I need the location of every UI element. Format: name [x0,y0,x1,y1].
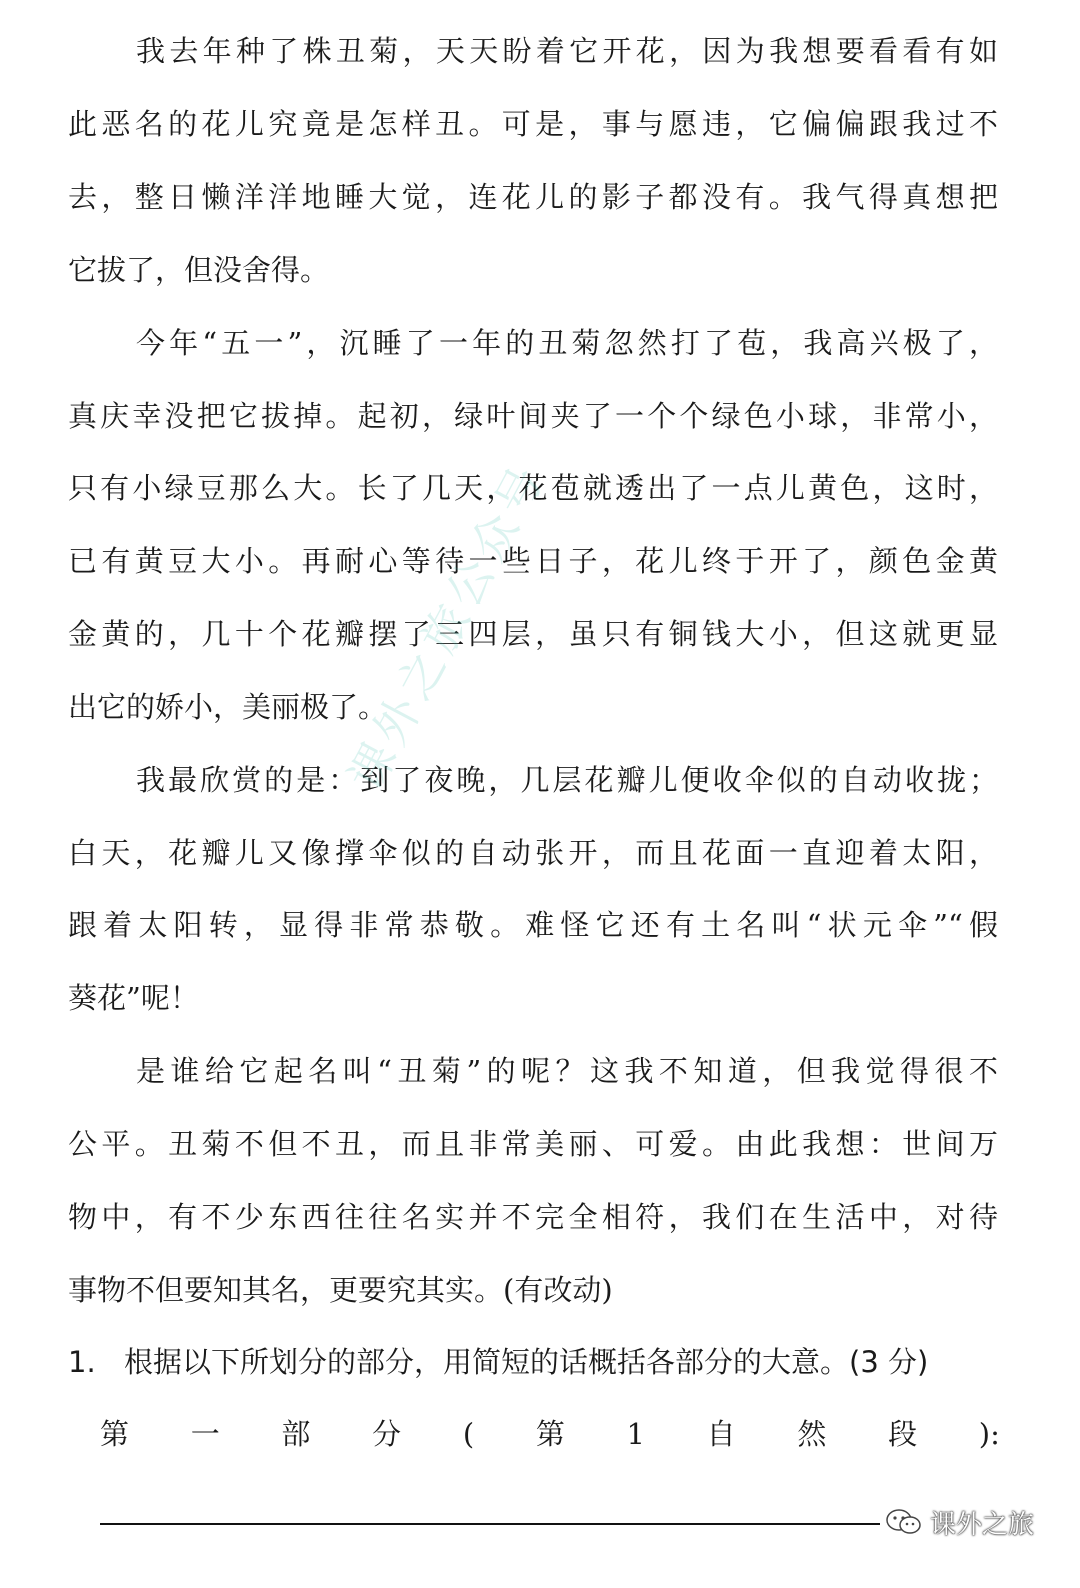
passage-line: 公平。丑菊不但不丑，而且非常美丽、可爱。由此我想：世间万 [68,1127,998,1161]
passage-line: 我去年种了株丑菊，天天盼着它开花，因为我想要看看有如 [136,34,998,68]
answer-blank-line[interactable] [100,1523,880,1525]
part-label-char: 分 [372,1417,402,1451]
question-number: 1. [68,1345,96,1379]
part-one-label [100,1412,1000,1456]
passage-line: 已有黄豆大小。再耐心等待一些日子，花儿终于开了，颜色金黄 [68,544,998,578]
question-1 [68,1340,998,1384]
passage-line: 是谁给它起名叫“丑菊”的呢？这我不知道，但我觉得很不 [136,1054,998,1088]
part-label-char: 第 [535,1417,565,1451]
part-label-char: 第 [100,1417,130,1451]
part-label-char: 然 [797,1417,827,1451]
passage-line: 它拔了，但没舍得。 [68,253,330,287]
part-label-char: 自 [706,1417,736,1451]
passage-line: 葵花”呢！ [68,981,199,1015]
question-text: 根据以下所划分的部分，用简短的话概括各部分的大意。(3 分) [124,1345,929,1379]
brand-name: 课外之旅 [929,1509,1034,1540]
passage-line: 白天，花瓣儿又像撑伞似的自动张开，而且花面一直迎着太阳， [68,836,998,870]
part-label-char: 部 [281,1417,311,1451]
part-label-char: 一 [190,1417,220,1451]
passage-line: 物中，有不少东西往往名实并不完全相符，我们在生活中，对待 [68,1200,998,1234]
watermark-text: 课外之旅公众号 [337,452,557,800]
passage-line: 出它的娇小，美丽极了。 [68,690,388,724]
passage-line: 今年“五一”，沉睡了一年的丑菊忽然打了苞，我高兴极了， [136,326,998,360]
brand-mark [884,1500,1034,1544]
part-label-char: ( [462,1417,475,1451]
part-label-char: 1 [626,1417,645,1451]
passage-line: 去，整日懒洋洋地睡大觉，连花儿的影子都没有。我气得真想把 [68,180,998,214]
part-label-char: ): [978,1417,1000,1451]
wechat-icon [884,1507,924,1537]
passage-line: 只有小绿豆那么大。长了几天，花苞就透出了一点儿黄色，这时， [68,471,998,505]
passage-line: 金黄的，几十个花瓣摆了三四层，虽只有铜钱大小，但这就更显 [68,617,998,651]
passage-line: 真庆幸没把它拔掉。起初，绿叶间夹了一个个绿色小球，非常小， [68,399,998,433]
passage-line: 我最欣赏的是：到了夜晚，几层花瓣儿便收伞似的自动收拢； [136,763,998,797]
passage-line: 跟着太阳转，显得非常恭敬。难怪它还有土名叫“状元伞”“假 [68,908,998,942]
passage-line: 此恶名的花儿究竟是怎样丑。可是，事与愿违，它偏偏跟我过不 [68,107,998,141]
part-label-char: 段 [888,1417,918,1451]
passage-line: 事物不但要知其名，更要究其实。(有改动) [68,1273,613,1307]
